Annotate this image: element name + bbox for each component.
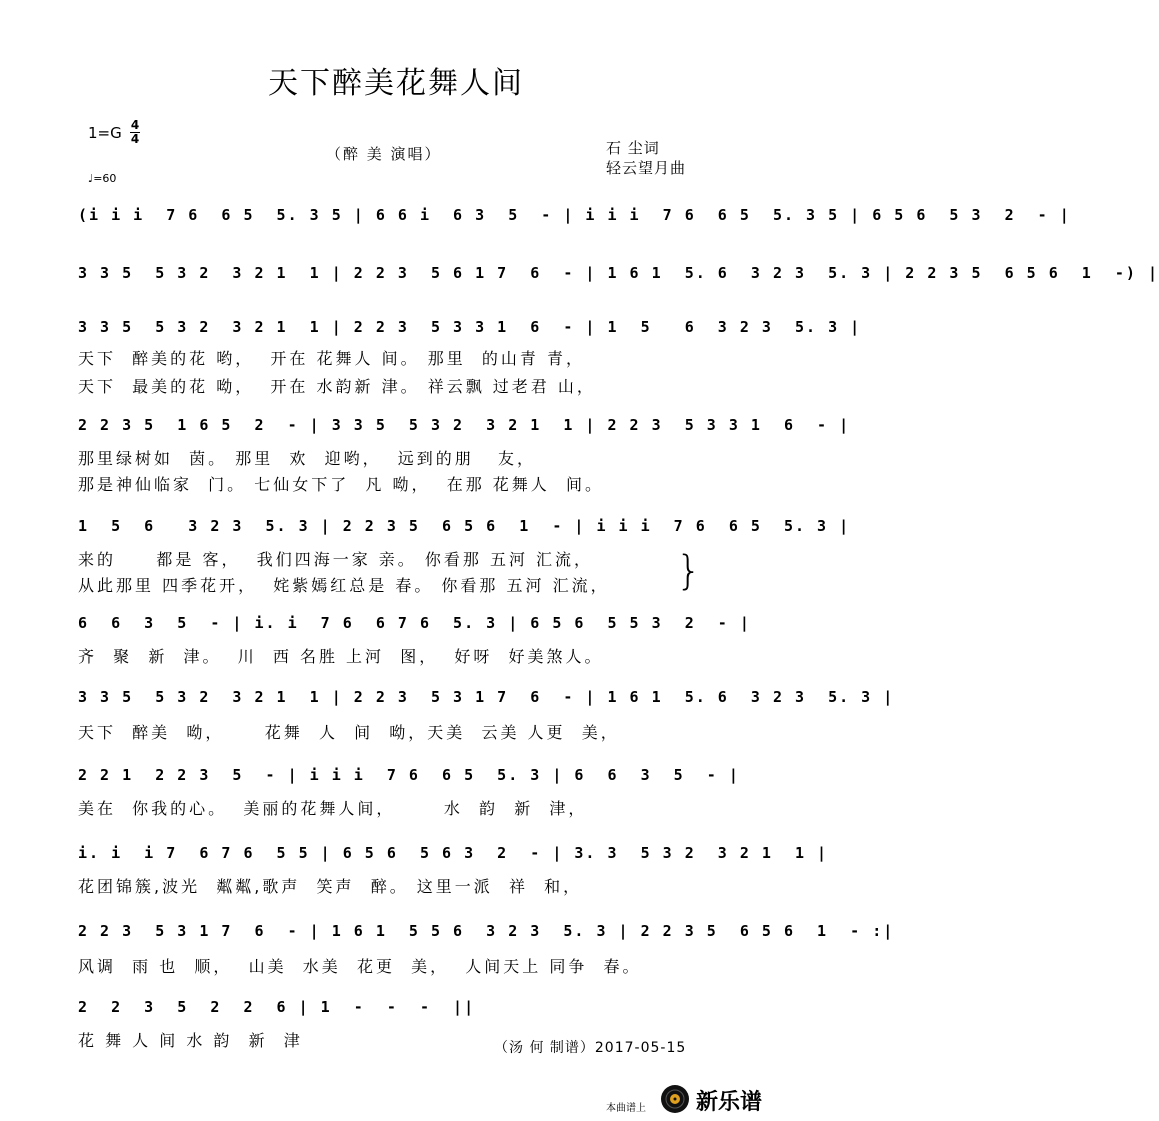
music-line [78,614,751,636]
notation: i. i i 7 6 7 6 5 5 | 6 5 6 5 6 3 2 - | 3. 3 5 3 2 3 2 1 1 | [78,844,829,862]
lyric-line-2: 天下 最美的花 呦， 开在 水韵新 津。 祥云飘 过老君 山， [78,377,596,396]
notation: 2 2 3 5 3 1 7 6 - | 1 6 1 5 5 6 3 2 3 5. 3 | 2 2 3 5 6 5 6 1 - :| [78,922,895,940]
verse-brace: } [676,548,702,594]
music-line [78,998,724,1020]
lyric-line-1: 那里绿树如 茵。 那里 欢 迎哟， 远到的朋 友， [78,449,537,468]
notation: 3 3 5 5 3 2 3 2 1 1 | 2 2 3 5 6 1 7 6 - | 1 6 1 5. 6 3 2 3 5. 3 | 2 2 3 5 6 5 6 1 -) | [78,264,1159,282]
lyric-line-1: 美在 你我的心。 美丽的花舞人间， 水 韵 新 津， [78,799,588,818]
lyric-line-2: 从此那里 四季花开， 姹紫嫣红总是 春。 你看那 五河 汇流， [78,576,610,595]
key-signature: 1=G [88,124,122,142]
tempo-mark: ♩=60 [88,172,117,185]
notation: 2 2 3 5 1 6 5 2 - | 3 3 5 5 3 2 3 2 1 1 | 2 2 3 5 3 3 1 6 - | [78,416,851,434]
music-line [78,688,895,710]
lyric-line-1: 花 舞 人 间 水 韵 新 津 [78,1031,303,1050]
notation: 6 6 3 5 - | i. i 7 6 6 7 6 5. 3 | 6 5 6 5 5 3 2 - | [78,614,751,632]
transcriber-credit: （汤 何 制谱）2017-05-15 [494,1040,687,1056]
music-line [78,318,862,340]
notation: 1 5 6 3 2 3 5. 3 | 2 2 3 5 6 5 6 1 - | i i i 7 6 6 5 5. 3 | [78,517,851,535]
notation: 3 3 5 5 3 2 3 2 1 1 | 2 2 3 5 3 1 7 6 - | 1 6 1 5. 6 3 2 3 5. 3 | [78,688,895,706]
lyric-line-1: 花团锦簇,波光 粼粼,歌声 笑声 醉。 这里一派 祥 和， [78,877,583,896]
lyric-line-1: 风调 雨 也 顺， 山美 水美 花更 美， 人间天上 同争 春。 [78,957,642,976]
lyric-line-1: 齐 聚 新 津。 川 西 名胜 上河 图， 好呀 好美煞人。 [78,647,604,666]
music-line [78,416,851,438]
lyric-line-1: 天下 醉美的花 哟， 开在 花舞人 间。 那里 的山青 青， [78,349,585,368]
lyricist-credit: 石 尘词 [606,139,660,157]
record-disc-icon [660,1084,690,1114]
music-line [78,922,895,944]
lyric-line-1: 来的 都是 客， 我们四海一家 亲。 你看那 五河 汇流， [78,550,594,569]
brand-logo-text: 新乐谱 [696,1090,763,1115]
time-signature-bottom: 4 [130,132,140,146]
notation: 2 2 3 5 2 2 6 | 1 - - - || [78,998,476,1016]
music-line [78,264,1159,286]
performer-subtitle: （醉 美 演唱） [326,145,442,163]
notation: (i i i 7 6 6 5 5. 3 5 | 6 6 i 6 3 5 - | i i i 7 6 6 5 5. 3 5 | 6 5 6 5 3 2 - | [78,206,1071,224]
time-signature [130,120,140,145]
brand-note: 本曲谱上 [606,1103,646,1114]
notation: 2 2 1 2 2 3 5 - | i i i 7 6 6 5 5. 3 | 6 6 3 5 - | [78,766,740,784]
composer-credit: 轻云望月曲 [606,159,687,177]
song-title: 天下醉美花舞人间 [268,66,524,101]
music-line [78,766,740,788]
music-line [78,517,851,539]
lyric-line-1: 天下 醉美 呦， 花舞 人 间 呦，天美 云美 人更 美， [78,723,620,742]
music-line [78,844,829,866]
notation: 3 3 5 5 3 2 3 2 1 1 | 2 2 3 5 3 3 1 6 - | 1 5 6 3 2 3 5. 3 | [78,318,862,336]
lyric-line-2: 那是神仙临家 门。 七仙女下了 凡 呦， 在那 花舞人 间。 [78,475,604,494]
music-line [78,206,1071,228]
time-signature-top: 4 [130,118,140,132]
